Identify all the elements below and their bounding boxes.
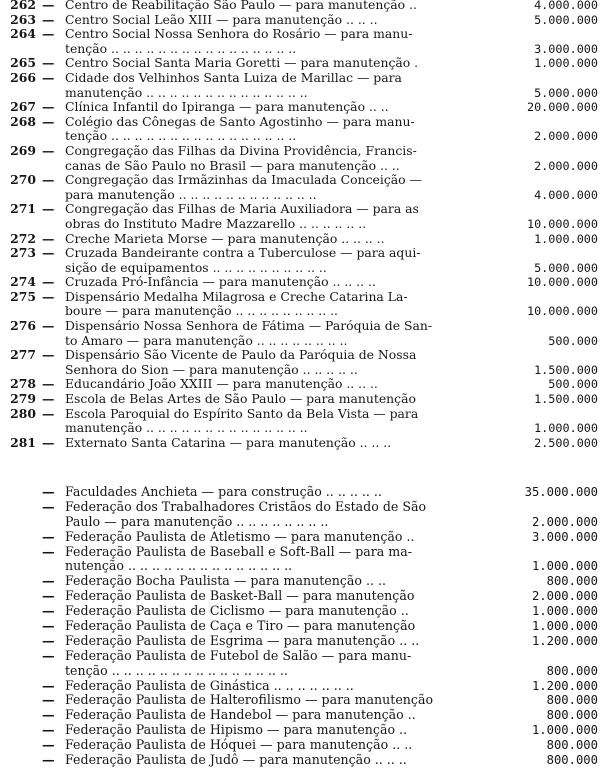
dash-separator: — <box>42 172 55 188</box>
list-item <box>0 246 616 261</box>
list-item <box>0 589 616 604</box>
item-description: obras do Instituto Madre Mazzarello .. .. .. .. .. .. <box>65 215 367 231</box>
item-amount: 2.000.000 <box>534 158 598 173</box>
item-description: Cruzada Pró-Infância — para manutenção .. .. .. .. <box>65 274 376 290</box>
list-item <box>0 129 616 144</box>
item-description: Centro Social Leão XIII — para manutenção .. .. .. <box>65 11 378 27</box>
list-item <box>0 144 616 159</box>
dash-separator: — <box>42 274 55 290</box>
list-item <box>0 664 616 679</box>
list-item <box>0 515 616 530</box>
list-item <box>0 545 616 560</box>
item-number: 264 <box>10 26 36 42</box>
dash-separator: — <box>42 99 55 115</box>
list-item <box>0 304 616 319</box>
dash-separator: — <box>42 737 55 753</box>
item-number: 275 <box>10 288 36 304</box>
item-description: Federação Paulista de Futebol de Salão — para manu- <box>65 647 412 663</box>
list-item <box>0 392 616 407</box>
list-item <box>0 421 616 436</box>
item-description: Colégio das Cônegas de Santo Agostinho — para manu- <box>65 113 415 129</box>
list-item <box>0 202 616 217</box>
list-item <box>0 723 616 738</box>
dash-separator: — <box>42 677 55 693</box>
dash-separator: — <box>42 245 55 261</box>
item-description: Cruzada Bandeirante contra a Tuberculose — para aqui- <box>65 245 421 261</box>
item-description: Centro de Reabilitação São Paulo — para manutenção .. <box>65 0 417 12</box>
item-number: 279 <box>10 391 36 407</box>
item-number: 271 <box>10 201 36 217</box>
item-number: 269 <box>10 142 36 158</box>
list-item <box>0 530 616 545</box>
item-description: Externato Santa Catarina — para manutenção .. .. .. <box>65 434 392 450</box>
item-amount: 10.000.000 <box>526 216 598 231</box>
item-description: Federação Paulista de Baseball e Soft-Ball — para ma- <box>65 543 413 559</box>
dash-separator: — <box>42 405 55 421</box>
list-item <box>0 619 616 634</box>
item-amount: 10.000.000 <box>526 275 598 290</box>
item-description: boure — para manutenção .. .. .. .. .. .. .. .. .. <box>65 303 338 319</box>
dash-separator: — <box>42 230 55 246</box>
item-amount: 1.000.000 <box>534 56 598 71</box>
item-description: Escola Paroquial do Espírito Santo da Bela Vista — para <box>65 405 419 421</box>
item-number: 280 <box>10 405 36 421</box>
item-amount: 35.000.000 <box>524 485 598 499</box>
list-item <box>0 115 616 130</box>
dash-separator: — <box>42 376 55 392</box>
list-item <box>0 13 616 28</box>
dash-separator: — <box>42 0 55 12</box>
list-item <box>0 348 616 363</box>
list-item <box>0 604 616 619</box>
item-amount: 4.000.000 <box>534 0 598 12</box>
item-amount: 1.200.000 <box>531 678 598 693</box>
item-number: 276 <box>10 318 36 334</box>
dash-separator: — <box>42 288 55 304</box>
dash-separator: — <box>42 434 55 450</box>
item-description: Federação Paulista de Esgrima — para manutenção .. .. <box>65 632 420 648</box>
item-amount: 5.000.000 <box>534 12 598 27</box>
list-item <box>0 261 616 276</box>
item-amount: 1.000.000 <box>534 231 598 246</box>
item-description: Congregação das Filhas de Maria Auxiliadora — para as <box>65 201 419 217</box>
list-item <box>0 232 616 247</box>
dash-separator: — <box>42 498 55 514</box>
item-amount: 2.000.000 <box>531 514 598 529</box>
item-amount: 800.000 <box>546 663 598 678</box>
list-item <box>0 159 616 174</box>
dash-separator: — <box>42 347 55 363</box>
list-item <box>0 275 616 290</box>
dash-separator: — <box>42 752 55 768</box>
dash-separator: — <box>42 543 55 559</box>
dash-separator: — <box>42 113 55 129</box>
item-description: tenção .. .. .. .. .. .. .. .. .. .. .. .. .. .. .. .. <box>65 128 297 144</box>
item-description: Congregação das Filhas da Divina Providência, Francis- <box>65 142 417 158</box>
item-amount: 1.500.000 <box>534 392 598 407</box>
item-description: Congregação das Irmãzinhas da Imaculada Conceição — <box>65 172 422 188</box>
list-item <box>0 290 616 305</box>
item-amount: 10.000.000 <box>526 304 598 319</box>
item-number: 267 <box>10 99 36 115</box>
list-item <box>0 634 616 649</box>
dash-separator: — <box>42 11 55 27</box>
item-description: sição de equipamentos .. .. .. .. .. .. .. .. .. .. <box>65 259 327 275</box>
item-number: 270 <box>10 172 36 188</box>
item-description: manutenção .. .. .. .. .. .. .. .. .. .. .. .. .. .. <box>65 420 308 436</box>
dash-separator: — <box>42 603 55 619</box>
item-description: to Amaro — para manutenção .. .. .. .. .. .. .. .. <box>65 332 348 348</box>
dash-separator: — <box>42 142 55 158</box>
item-description: Paulo — para manutenção .. .. .. .. .. .. .. .. <box>65 513 329 529</box>
item-amount: 1.000.000 <box>531 723 598 738</box>
list-item <box>0 42 616 57</box>
dash-separator: — <box>42 692 55 708</box>
item-amount: 3.000.000 <box>531 529 598 544</box>
dash-separator: — <box>42 573 55 589</box>
item-description: tenção .. .. .. .. .. .. .. .. .. .. .. .. .. .. .. <box>65 662 288 678</box>
item-description: Faculdades Anchieta — para construção .. .. .. .. .. <box>65 484 382 499</box>
list-item <box>0 708 616 723</box>
item-description: Federação Paulista de Hóquei — para manutenção .. .. <box>65 737 413 753</box>
item-description: manutenção .. .. .. .. .. .. .. .. .. .. .. .. .. .. <box>65 84 308 100</box>
dash-separator: — <box>42 55 55 71</box>
item-number: 277 <box>10 347 36 363</box>
item-description: Centro Social Santa Maria Goretti — para manutenção . <box>65 55 419 71</box>
item-number: 268 <box>10 113 36 129</box>
item-description: Centro Social Nossa Senhora do Rosário — para manu- <box>65 26 413 42</box>
item-amount: 1.000.000 <box>531 619 598 634</box>
item-amount: 800.000 <box>546 708 598 723</box>
item-description: Creche Marieta Morse — para manutenção .. .. .. .. <box>65 230 385 246</box>
item-number: 281 <box>10 434 36 450</box>
item-description: Dispensário Medalha Milagrosa e Creche Catarina La- <box>65 288 408 304</box>
item-amount: 5.000.000 <box>534 85 598 100</box>
list-item <box>0 27 616 42</box>
item-number: 262 <box>10 0 36 12</box>
list-item <box>0 485 616 500</box>
dash-separator: — <box>42 318 55 334</box>
item-number: 265 <box>10 55 36 71</box>
list-item <box>0 363 616 378</box>
item-number: 263 <box>10 11 36 27</box>
item-description: Federação Paulista de Hipismo — para manutenção .. <box>65 722 408 738</box>
item-number: 273 <box>10 245 36 261</box>
item-description: Federação Paulista de Halterofilismo — para manutenção <box>65 692 434 708</box>
item-amount: 1.000.000 <box>531 559 598 574</box>
dash-separator: — <box>42 484 55 499</box>
list-item <box>0 56 616 71</box>
list-item <box>0 71 616 86</box>
list-item <box>0 173 616 188</box>
item-description: Escola de Belas Artes de São Paulo — para manutenção <box>65 391 416 407</box>
list-item <box>0 100 616 115</box>
item-description: Federação Paulista de Basket-Ball — para manutenção <box>65 588 415 604</box>
list-item <box>0 334 616 349</box>
dash-separator: — <box>42 588 55 604</box>
dash-separator: — <box>42 722 55 738</box>
item-amount: 2.000.000 <box>534 129 598 144</box>
item-amount: 2.000.000 <box>531 589 598 604</box>
dash-separator: — <box>42 647 55 663</box>
item-amount: 5.000.000 <box>534 260 598 275</box>
item-amount: 800.000 <box>546 753 598 768</box>
list-item <box>0 679 616 694</box>
item-description: Educandário João XXIII — para manutenção .. .. .. <box>65 376 378 392</box>
item-amount: 2.500.000 <box>534 435 598 450</box>
dash-separator: — <box>42 618 55 634</box>
item-description: Federação Paulista de Caça e Tiro — para manutenção <box>65 618 416 634</box>
item-amount: 1.200.000 <box>531 633 598 648</box>
item-description: tenção .. .. .. .. .. .. .. .. .. .. .. .. .. .. .. .. <box>65 40 297 56</box>
item-description: para manutenção .. .. .. .. .. .. .. .. .. .. .. .. <box>65 186 317 202</box>
list-item <box>0 738 616 753</box>
item-number: 272 <box>10 230 36 246</box>
list-item <box>0 0 616 13</box>
appropriation-list-lower <box>0 485 616 768</box>
list-item <box>0 693 616 708</box>
item-amount: 500.000 <box>548 333 598 348</box>
item-amount: 1.000.000 <box>531 604 598 619</box>
item-description: Senhora do Sion — para manutenção .. .. .. .. .. <box>65 361 358 377</box>
dash-separator: — <box>42 26 55 42</box>
item-description: nutenção .. .. .. .. .. .. .. .. .. .. .. .. .. .. <box>65 558 293 574</box>
list-item <box>0 574 616 589</box>
item-number: 266 <box>10 69 36 85</box>
item-amount: 20.000.000 <box>526 100 598 115</box>
item-description: Dispensário Nossa Senhora de Fátima — Paróquia de San- <box>65 318 433 334</box>
item-description: Federação Paulista de Ciclismo — para manutenção .. <box>65 603 409 619</box>
item-description: Federação Paulista de Ginástica .. .. .. .. .. .. .. <box>65 677 354 693</box>
item-description: Federação Paulista de Judô — para manutenção .. .. .. <box>65 752 407 768</box>
item-amount: 800.000 <box>546 693 598 708</box>
item-description: canas de São Paulo no Brasil — para manutenção .. .. <box>65 157 400 173</box>
item-description: Federação Paulista de Atletismo — para manutenção .. <box>65 528 415 544</box>
list-item <box>0 319 616 334</box>
dash-separator: — <box>42 69 55 85</box>
list-item <box>0 559 616 574</box>
list-item <box>0 188 616 203</box>
item-amount: 800.000 <box>546 738 598 753</box>
item-amount: 3.000.000 <box>534 41 598 56</box>
item-number: 278 <box>10 376 36 392</box>
dash-separator: — <box>42 201 55 217</box>
item-description: Cidade dos Velhinhos Santa Luiza de Marillac — para <box>65 69 402 85</box>
item-number: 274 <box>10 274 36 290</box>
list-item <box>0 500 616 515</box>
list-item <box>0 377 616 392</box>
dash-separator: — <box>42 391 55 407</box>
item-amount: 500.000 <box>548 377 598 392</box>
item-amount: 800.000 <box>546 574 598 589</box>
dash-separator: — <box>42 528 55 544</box>
list-item <box>0 436 616 451</box>
dash-separator: — <box>42 707 55 723</box>
list-item <box>0 649 616 664</box>
item-description: Dispensário São Vicente de Paulo da Paróquia de Nossa <box>65 347 417 363</box>
item-description: Clínica Infantil do Ipiranga — para manutenção .. .. <box>65 99 389 115</box>
item-description: Federação Bocha Paulista — para manutenção .. .. <box>65 573 386 589</box>
item-description: Federação Paulista de Handebol — para manutenção .. <box>65 707 416 723</box>
list-item <box>0 753 616 768</box>
list-item <box>0 217 616 232</box>
dash-separator: — <box>42 632 55 648</box>
list-item <box>0 86 616 101</box>
item-amount: 1.500.000 <box>534 362 598 377</box>
list-item <box>0 407 616 422</box>
item-amount: 4.000.000 <box>534 187 598 202</box>
item-amount: 1.000.000 <box>534 421 598 436</box>
item-description: Federação dos Trabalhadores Cristãos do Estado de São <box>65 498 427 514</box>
